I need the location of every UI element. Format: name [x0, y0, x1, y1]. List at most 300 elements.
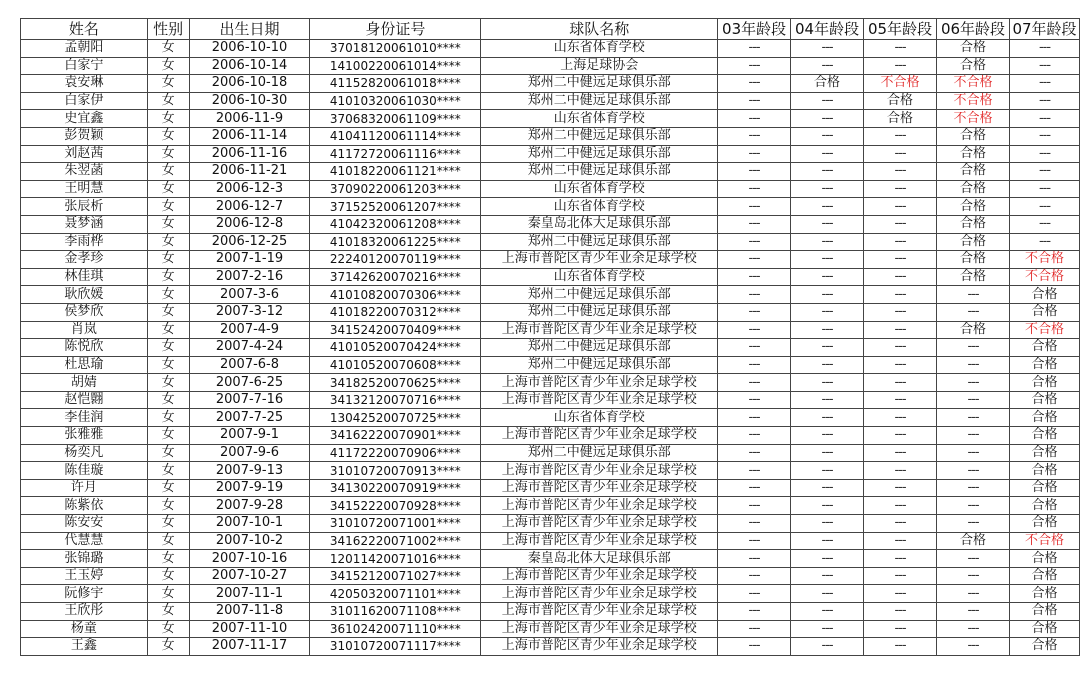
cell-age-05: ---	[864, 127, 937, 145]
cell-age-03: ---	[718, 391, 791, 409]
cell-name: 张雅雅	[21, 427, 148, 445]
cell-birthdate: 2006-11-14	[189, 127, 310, 145]
cell-name: 陈安安	[21, 515, 148, 533]
cell-age-06: 合格	[937, 127, 1010, 145]
cell-age-03: ---	[718, 286, 791, 304]
cell-age-04: ---	[791, 356, 864, 374]
cell-gender: 女	[147, 444, 189, 462]
cell-birthdate: 2006-12-25	[189, 233, 310, 251]
cell-age-05: ---	[864, 163, 937, 181]
cell-age-03: ---	[718, 409, 791, 427]
cell-age-06: 合格	[937, 163, 1010, 181]
cell-birthdate: 2007-7-25	[189, 409, 310, 427]
cell-age-06: ---	[937, 567, 1010, 585]
cell-name: 金孝珍	[21, 251, 148, 269]
cell-age-03: ---	[718, 462, 791, 480]
cell-name: 孟朝阳	[21, 40, 148, 58]
header-id-number: 身份证号	[310, 19, 481, 40]
cell-name: 林佳琪	[21, 268, 148, 286]
table-row	[21, 40, 1080, 58]
cell-age-03: ---	[718, 497, 791, 515]
cell-gender: 女	[147, 427, 189, 445]
cell-age-05: ---	[864, 479, 937, 497]
table-row	[21, 339, 1080, 357]
cell-team: 郑州二中健远足球俱乐部	[481, 339, 718, 357]
cell-gender: 女	[147, 251, 189, 269]
cell-age-06: ---	[937, 479, 1010, 497]
cell-birthdate: 2006-12-3	[189, 180, 310, 198]
cell-gender: 女	[147, 198, 189, 216]
cell-id-number: 34182520070625****	[310, 374, 481, 392]
cell-age-05: ---	[864, 444, 937, 462]
table-row	[21, 532, 1080, 550]
cell-age-07: 合格	[1009, 303, 1079, 321]
table-row	[21, 479, 1080, 497]
cell-age-05: ---	[864, 462, 937, 480]
cell-birthdate: 2007-2-16	[189, 268, 310, 286]
cell-age-06: 合格	[937, 532, 1010, 550]
cell-gender: 女	[147, 339, 189, 357]
cell-age-03: ---	[718, 567, 791, 585]
cell-age-06: ---	[937, 497, 1010, 515]
cell-age-03: ---	[718, 198, 791, 216]
cell-age-04: ---	[791, 497, 864, 515]
cell-gender: 女	[147, 321, 189, 339]
cell-age-06: 合格	[937, 321, 1010, 339]
cell-gender: 女	[147, 585, 189, 603]
cell-age-04: ---	[791, 145, 864, 163]
cell-age-07: ---	[1009, 92, 1079, 110]
cell-id-number: 41172220070906****	[310, 444, 481, 462]
table-row	[21, 515, 1080, 533]
header-age-04: 04年龄段	[791, 19, 864, 40]
cell-team: 山东省体育学校	[481, 409, 718, 427]
table-row	[21, 268, 1080, 286]
cell-age-06: 合格	[937, 57, 1010, 75]
cell-age-04: ---	[791, 550, 864, 568]
cell-team: 上海市普陀区青少年业余足球学校	[481, 251, 718, 269]
cell-age-04: ---	[791, 427, 864, 445]
cell-birthdate: 2007-9-28	[189, 497, 310, 515]
cell-age-04: ---	[791, 40, 864, 58]
cell-age-06: 合格	[937, 215, 1010, 233]
table-row	[21, 321, 1080, 339]
cell-age-07: ---	[1009, 127, 1079, 145]
table-row	[21, 620, 1080, 638]
cell-team: 郑州二中健远足球俱乐部	[481, 75, 718, 93]
cell-gender: 女	[147, 215, 189, 233]
cell-age-06: ---	[937, 391, 1010, 409]
table-row	[21, 550, 1080, 568]
table-row	[21, 110, 1080, 128]
cell-team: 秦皇岛北体大足球俱乐部	[481, 215, 718, 233]
cell-birthdate: 2007-9-1	[189, 427, 310, 445]
cell-age-04: ---	[791, 233, 864, 251]
cell-birthdate: 2006-11-9	[189, 110, 310, 128]
cell-gender: 女	[147, 620, 189, 638]
cell-name: 耿欣媛	[21, 286, 148, 304]
cell-age-07: ---	[1009, 110, 1079, 128]
cell-age-06: 合格	[937, 268, 1010, 286]
table-row	[21, 409, 1080, 427]
cell-name: 阮修宇	[21, 585, 148, 603]
cell-age-03: ---	[718, 251, 791, 269]
cell-age-03: ---	[718, 585, 791, 603]
cell-age-04: ---	[791, 92, 864, 110]
cell-birthdate: 2007-9-6	[189, 444, 310, 462]
cell-birthdate: 2007-10-27	[189, 567, 310, 585]
cell-team: 上海市普陀区青少年业余足球学校	[481, 515, 718, 533]
cell-age-04: ---	[791, 163, 864, 181]
cell-age-05: ---	[864, 180, 937, 198]
cell-gender: 女	[147, 40, 189, 58]
cell-name: 王鑫	[21, 638, 148, 656]
header-name: 姓名	[21, 19, 148, 40]
cell-age-05: ---	[864, 321, 937, 339]
table-row	[21, 462, 1080, 480]
cell-gender: 女	[147, 127, 189, 145]
cell-gender: 女	[147, 163, 189, 181]
cell-age-07: ---	[1009, 180, 1079, 198]
cell-name: 朱翌菡	[21, 163, 148, 181]
cell-age-07: ---	[1009, 215, 1079, 233]
cell-age-03: ---	[718, 603, 791, 621]
cell-gender: 女	[147, 145, 189, 163]
cell-team: 上海市普陀区青少年业余足球学校	[481, 638, 718, 656]
cell-team: 山东省体育学校	[481, 180, 718, 198]
cell-age-07: 合格	[1009, 479, 1079, 497]
cell-id-number: 41010320061030****	[310, 92, 481, 110]
cell-age-03: ---	[718, 515, 791, 533]
cell-name: 陈紫依	[21, 497, 148, 515]
cell-id-number: 41042320061208****	[310, 215, 481, 233]
cell-team: 上海市普陀区青少年业余足球学校	[481, 374, 718, 392]
cell-age-07: 合格	[1009, 585, 1079, 603]
cell-age-03: ---	[718, 427, 791, 445]
cell-gender: 女	[147, 286, 189, 304]
cell-age-03: ---	[718, 233, 791, 251]
cell-age-05: ---	[864, 215, 937, 233]
cell-age-05: ---	[864, 233, 937, 251]
cell-id-number: 31011620071108****	[310, 603, 481, 621]
cell-name: 杜思瑜	[21, 356, 148, 374]
cell-age-05: ---	[864, 251, 937, 269]
cell-age-05: ---	[864, 585, 937, 603]
cell-id-number: 34152420070409****	[310, 321, 481, 339]
cell-age-04: ---	[791, 638, 864, 656]
cell-age-06: ---	[937, 427, 1010, 445]
cell-age-05: ---	[864, 515, 937, 533]
cell-age-05: 合格	[864, 92, 937, 110]
cell-age-05: ---	[864, 532, 937, 550]
cell-age-05: ---	[864, 286, 937, 304]
table-row	[21, 567, 1080, 585]
cell-age-07: 合格	[1009, 444, 1079, 462]
cell-name: 李雨桦	[21, 233, 148, 251]
cell-id-number: 12011420071016****	[310, 550, 481, 568]
cell-age-06: ---	[937, 374, 1010, 392]
cell-name: 白家宁	[21, 57, 148, 75]
cell-team: 秦皇岛北体大足球俱乐部	[481, 550, 718, 568]
cell-id-number: 22240120070119****	[310, 251, 481, 269]
cell-birthdate: 2007-1-19	[189, 251, 310, 269]
table-row	[21, 233, 1080, 251]
cell-age-05: ---	[864, 145, 937, 163]
cell-age-05: ---	[864, 57, 937, 75]
table-row	[21, 215, 1080, 233]
cell-id-number: 41152820061018****	[310, 75, 481, 93]
cell-birthdate: 2006-10-18	[189, 75, 310, 93]
cell-age-05: ---	[864, 567, 937, 585]
cell-age-07: 合格	[1009, 620, 1079, 638]
cell-age-07: ---	[1009, 57, 1079, 75]
cell-team: 上海市普陀区青少年业余足球学校	[481, 321, 718, 339]
table-row	[21, 585, 1080, 603]
cell-age-05: ---	[864, 427, 937, 445]
cell-gender: 女	[147, 515, 189, 533]
cell-team: 山东省体育学校	[481, 198, 718, 216]
cell-id-number: 34152220070928****	[310, 497, 481, 515]
header-age-05: 05年龄段	[864, 19, 937, 40]
cell-team: 上海市普陀区青少年业余足球学校	[481, 603, 718, 621]
table-row	[21, 75, 1080, 93]
cell-gender: 女	[147, 497, 189, 515]
cell-id-number: 34132120070716****	[310, 391, 481, 409]
cell-age-06: ---	[937, 462, 1010, 480]
cell-age-03: ---	[718, 638, 791, 656]
cell-team: 上海市普陀区青少年业余足球学校	[481, 497, 718, 515]
cell-team: 郑州二中健远足球俱乐部	[481, 444, 718, 462]
cell-birthdate: 2007-11-10	[189, 620, 310, 638]
cell-name: 侯梦欣	[21, 303, 148, 321]
cell-birthdate: 2007-9-19	[189, 479, 310, 497]
cell-birthdate: 2007-3-12	[189, 303, 310, 321]
cell-team: 上海市普陀区青少年业余足球学校	[481, 585, 718, 603]
cell-birthdate: 2007-11-17	[189, 638, 310, 656]
cell-id-number: 37142620070216****	[310, 268, 481, 286]
cell-birthdate: 2006-11-21	[189, 163, 310, 181]
cell-age-03: ---	[718, 479, 791, 497]
cell-birthdate: 2007-4-24	[189, 339, 310, 357]
player-age-group-table	[20, 18, 1080, 656]
cell-name: 聂梦涵	[21, 215, 148, 233]
cell-name: 刘赵茜	[21, 145, 148, 163]
cell-id-number: 37152520061207****	[310, 198, 481, 216]
cell-gender: 女	[147, 603, 189, 621]
cell-age-04: ---	[791, 303, 864, 321]
cell-age-05: 不合格	[864, 75, 937, 93]
header-row	[21, 19, 1080, 40]
cell-gender: 女	[147, 391, 189, 409]
cell-age-03: ---	[718, 92, 791, 110]
cell-age-03: ---	[718, 180, 791, 198]
table-body	[21, 40, 1080, 656]
cell-name: 李佳润	[21, 409, 148, 427]
table-row	[21, 444, 1080, 462]
cell-age-03: ---	[718, 57, 791, 75]
table-row	[21, 638, 1080, 656]
cell-name: 许月	[21, 479, 148, 497]
table-row	[21, 391, 1080, 409]
cell-age-03: ---	[718, 110, 791, 128]
cell-age-03: ---	[718, 444, 791, 462]
cell-age-05: ---	[864, 603, 937, 621]
cell-age-03: ---	[718, 620, 791, 638]
cell-age-05: ---	[864, 497, 937, 515]
cell-age-06: ---	[937, 444, 1010, 462]
cell-age-04: ---	[791, 268, 864, 286]
cell-age-07: 合格	[1009, 286, 1079, 304]
cell-team: 郑州二中健远足球俱乐部	[481, 145, 718, 163]
header-birthdate: 出生日期	[189, 19, 310, 40]
cell-birthdate: 2006-10-30	[189, 92, 310, 110]
cell-name: 肖岚	[21, 321, 148, 339]
cell-id-number: 14100220061014****	[310, 57, 481, 75]
cell-team: 上海市普陀区青少年业余足球学校	[481, 479, 718, 497]
cell-age-07: 不合格	[1009, 251, 1079, 269]
cell-age-06: 不合格	[937, 92, 1010, 110]
cell-gender: 女	[147, 567, 189, 585]
cell-birthdate: 2007-10-2	[189, 532, 310, 550]
cell-age-04: ---	[791, 462, 864, 480]
cell-age-06: 合格	[937, 180, 1010, 198]
cell-name: 白家伊	[21, 92, 148, 110]
cell-birthdate: 2007-4-9	[189, 321, 310, 339]
cell-birthdate: 2006-12-8	[189, 215, 310, 233]
cell-name: 王玉婷	[21, 567, 148, 585]
cell-age-05: 合格	[864, 110, 937, 128]
cell-age-03: ---	[718, 550, 791, 568]
cell-team: 郑州二中健远足球俱乐部	[481, 92, 718, 110]
cell-age-04: ---	[791, 127, 864, 145]
cell-gender: 女	[147, 57, 189, 75]
cell-team: 上海市普陀区青少年业余足球学校	[481, 620, 718, 638]
cell-age-06: ---	[937, 620, 1010, 638]
cell-team: 郑州二中健远足球俱乐部	[481, 303, 718, 321]
cell-age-04: ---	[791, 585, 864, 603]
cell-birthdate: 2006-12-7	[189, 198, 310, 216]
cell-birthdate: 2007-11-1	[189, 585, 310, 603]
cell-name: 杨童	[21, 620, 148, 638]
cell-id-number: 36102420071110****	[310, 620, 481, 638]
cell-age-07: ---	[1009, 233, 1079, 251]
cell-age-04: ---	[791, 603, 864, 621]
table-row	[21, 356, 1080, 374]
table-row	[21, 145, 1080, 163]
cell-age-06: ---	[937, 603, 1010, 621]
table-row	[21, 374, 1080, 392]
cell-age-05: ---	[864, 303, 937, 321]
cell-age-05: ---	[864, 374, 937, 392]
cell-age-06: 合格	[937, 198, 1010, 216]
cell-name: 史宜鑫	[21, 110, 148, 128]
cell-id-number: 41018320061225****	[310, 233, 481, 251]
cell-age-07: ---	[1009, 163, 1079, 181]
cell-birthdate: 2007-6-25	[189, 374, 310, 392]
cell-id-number: 34152120071027****	[310, 567, 481, 585]
cell-age-04: ---	[791, 620, 864, 638]
cell-team: 山东省体育学校	[481, 110, 718, 128]
table-row	[21, 303, 1080, 321]
cell-birthdate: 2007-11-8	[189, 603, 310, 621]
header-gender: 性别	[147, 19, 189, 40]
cell-gender: 女	[147, 479, 189, 497]
cell-age-05: ---	[864, 638, 937, 656]
cell-age-06: ---	[937, 356, 1010, 374]
cell-age-06: 合格	[937, 233, 1010, 251]
cell-team: 郑州二中健远足球俱乐部	[481, 356, 718, 374]
cell-id-number: 41010520070424****	[310, 339, 481, 357]
cell-team: 山东省体育学校	[481, 268, 718, 286]
cell-age-07: ---	[1009, 40, 1079, 58]
cell-name: 杨奕凡	[21, 444, 148, 462]
cell-age-04: ---	[791, 567, 864, 585]
cell-team: 郑州二中健远足球俱乐部	[481, 233, 718, 251]
cell-gender: 女	[147, 374, 189, 392]
cell-age-06: ---	[937, 303, 1010, 321]
cell-gender: 女	[147, 110, 189, 128]
cell-birthdate: 2007-3-6	[189, 286, 310, 304]
header-age-07: 07年龄段	[1009, 19, 1079, 40]
cell-age-03: ---	[718, 532, 791, 550]
cell-id-number: 31010720070913****	[310, 462, 481, 480]
cell-age-06: ---	[937, 550, 1010, 568]
cell-age-03: ---	[718, 321, 791, 339]
cell-gender: 女	[147, 233, 189, 251]
cell-age-03: ---	[718, 303, 791, 321]
cell-team: 郑州二中健远足球俱乐部	[481, 163, 718, 181]
cell-gender: 女	[147, 75, 189, 93]
cell-id-number: 42050320071101****	[310, 585, 481, 603]
cell-age-07: 合格	[1009, 409, 1079, 427]
cell-age-04: ---	[791, 215, 864, 233]
cell-age-04: ---	[791, 532, 864, 550]
cell-age-07: 合格	[1009, 356, 1079, 374]
cell-gender: 女	[147, 303, 189, 321]
cell-age-03: ---	[718, 127, 791, 145]
table-row	[21, 251, 1080, 269]
cell-birthdate: 2007-10-16	[189, 550, 310, 568]
cell-age-03: ---	[718, 75, 791, 93]
cell-name: 张锦璐	[21, 550, 148, 568]
cell-age-06: ---	[937, 339, 1010, 357]
cell-age-05: ---	[864, 550, 937, 568]
cell-id-number: 37068320061109****	[310, 110, 481, 128]
cell-id-number: 31010720071117****	[310, 638, 481, 656]
cell-gender: 女	[147, 268, 189, 286]
cell-age-04: ---	[791, 391, 864, 409]
cell-id-number: 13042520070725****	[310, 409, 481, 427]
cell-gender: 女	[147, 92, 189, 110]
header-team: 球队名称	[481, 19, 718, 40]
cell-age-04: ---	[791, 286, 864, 304]
cell-birthdate: 2007-9-13	[189, 462, 310, 480]
cell-id-number: 34162220071002****	[310, 532, 481, 550]
cell-age-04: ---	[791, 479, 864, 497]
cell-age-04: ---	[791, 374, 864, 392]
cell-age-04: ---	[791, 339, 864, 357]
cell-gender: 女	[147, 180, 189, 198]
cell-age-05: ---	[864, 391, 937, 409]
cell-id-number: 34130220070919****	[310, 479, 481, 497]
cell-age-06: 不合格	[937, 110, 1010, 128]
cell-age-03: ---	[718, 163, 791, 181]
cell-birthdate: 2006-10-10	[189, 40, 310, 58]
cell-age-04: ---	[791, 444, 864, 462]
cell-gender: 女	[147, 550, 189, 568]
cell-name: 代慧慧	[21, 532, 148, 550]
cell-age-06: ---	[937, 585, 1010, 603]
